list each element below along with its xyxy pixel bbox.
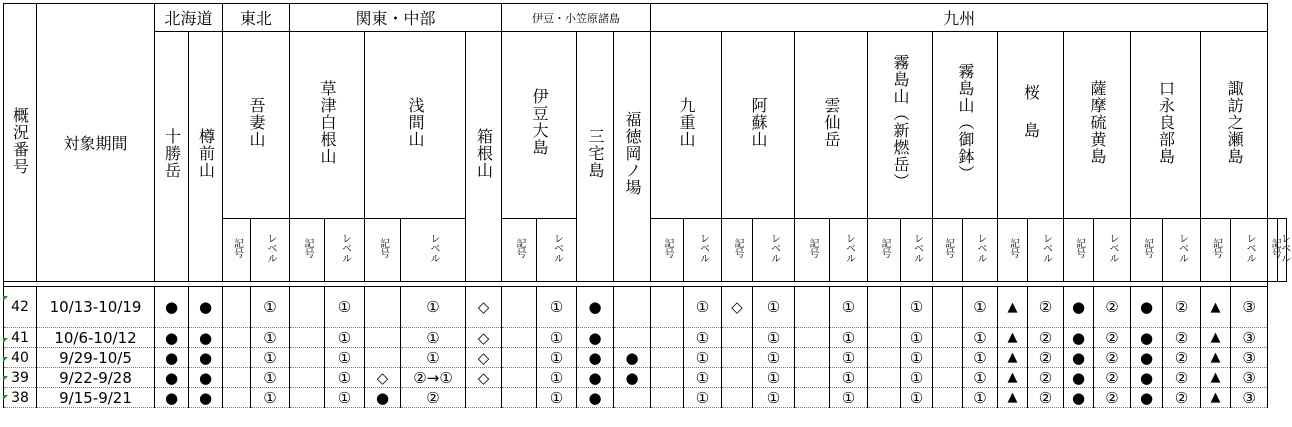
status-cell-ohachi-k[interactable] [933, 287, 963, 328]
row-id[interactable]: 39 [4, 368, 37, 388]
volcano-suwanose [1201, 32, 1268, 219]
subheader-level [1277, 219, 1290, 282]
subheader-kigou [795, 219, 830, 282]
row-id[interactable]: 41 [4, 328, 37, 348]
status-cell-aso-k[interactable] [722, 368, 753, 388]
status-cell-oshima-l[interactable]: ① [537, 287, 577, 328]
status-cell-tokachi[interactable]: ● [155, 328, 189, 348]
status-cell-tarumae[interactable]: ● [189, 287, 223, 328]
status-cell-satsuma-l[interactable]: ② [1094, 287, 1131, 328]
status-cell-kusatsu-l[interactable]: ① [325, 328, 365, 348]
status-cell-asama-l[interactable]: ① [401, 348, 466, 368]
cell-comment-marker [3, 296, 8, 301]
subheader-text: レベル [265, 233, 277, 263]
status-cell-ohachi-l[interactable]: ① [963, 388, 998, 408]
volcano-name-text: 福徳岡ノ場 [623, 111, 643, 196]
status-cell-asama-l[interactable]: ② [401, 388, 466, 408]
status-cell-oshima-l[interactable]: ① [537, 348, 577, 368]
volcano-name-text: 樽前山 [196, 128, 216, 179]
subheader-level [401, 219, 466, 282]
status-cell-kuchino-k[interactable]: ● [1131, 348, 1163, 368]
header-period-cell [37, 4, 155, 282]
status-cell-aso-k[interactable] [722, 348, 753, 368]
status-cell-satsuma-k[interactable]: ● [1064, 388, 1094, 408]
status-cell-kuchino-k[interactable]: ● [1131, 328, 1163, 348]
subheader-kigou [1064, 219, 1094, 282]
region-tohoku: 東北 [223, 4, 290, 32]
status-cell-miyake[interactable]: ● [577, 348, 614, 368]
subheader-kigou [365, 219, 401, 282]
status-cell-unzen-l[interactable]: ① [830, 328, 868, 348]
subheader-kigou [933, 219, 963, 282]
status-cell-ohachi-k[interactable] [933, 328, 963, 348]
volcano-aso [722, 32, 795, 219]
subheader-text: レベル [697, 233, 709, 263]
status-cell-shinmoe-k[interactable] [868, 388, 901, 408]
status-cell-shinmoe-k[interactable] [868, 368, 901, 388]
status-cell-azuma-k[interactable] [223, 287, 251, 328]
status-cell-azuma-l[interactable]: ① [251, 388, 290, 408]
table-row [4, 368, 1287, 388]
status-cell-kusatsu-k[interactable] [290, 348, 325, 368]
status-cell-kuju-l[interactable]: ① [684, 368, 722, 388]
status-cell-unzen-l[interactable]: ① [830, 368, 868, 388]
subheader-level [684, 219, 722, 282]
status-cell-sakura-k[interactable]: ▲ [998, 328, 1028, 348]
status-cell-sakura-l[interactable]: ② [1028, 368, 1064, 388]
volcano-ohachi [933, 32, 998, 219]
row-period[interactable]: 10/13-10/19 [37, 287, 155, 328]
status-cell-satsuma-k[interactable]: ● [1064, 328, 1094, 348]
status-cell-tarumae[interactable]: ● [189, 348, 223, 368]
status-cell-shinmoe-l[interactable]: ① [901, 287, 933, 328]
region-hokkaido: 北海道 [155, 4, 223, 32]
volcano-name-text: 九重山 [677, 96, 697, 148]
status-cell-tarumae[interactable]: ● [189, 328, 223, 348]
status-cell-kuju-l[interactable]: ① [684, 388, 722, 408]
status-cell-sakura-k[interactable]: ▲ [998, 368, 1028, 388]
status-cell-tokachi[interactable]: ● [155, 388, 189, 408]
status-cell-tarumae[interactable]: ● [189, 368, 223, 388]
status-cell-kuju-l[interactable]: ① [684, 348, 722, 368]
subheader-kigou [1131, 219, 1163, 282]
status-cell-hakone[interactable]: ◇ [466, 287, 502, 328]
volcano-name-text: 口永良部島 [1156, 79, 1176, 165]
subheader-text: レベル [843, 233, 855, 263]
volcano-tokachi [155, 32, 189, 282]
subheader-text: レベル [428, 233, 440, 263]
subheader-level [1163, 219, 1201, 282]
header-id-cell [4, 4, 37, 282]
subheader-kigou [998, 219, 1028, 282]
status-cell-ohachi-l[interactable]: ① [963, 348, 998, 368]
volcano-name-text: 霧島山（御鉢） [956, 62, 976, 182]
status-cell-suwanose-k[interactable]: ▲ [1201, 388, 1231, 408]
status-cell-kuchino-k[interactable]: ● [1131, 287, 1163, 328]
cell-comment-marker [3, 376, 8, 381]
status-cell-aso-l[interactable]: ① [753, 388, 795, 408]
subheader-level [1231, 219, 1268, 282]
header-period-label: 対象期間 [63, 134, 128, 153]
status-cell-oshima-l[interactable]: ① [537, 328, 577, 348]
table-row [4, 328, 1287, 348]
subheader-text: 記号 [1007, 238, 1019, 258]
volcano-kusatsu [290, 32, 365, 219]
status-cell-unzen-l[interactable]: ① [830, 388, 868, 408]
status-cell-fukutoku[interactable]: ● [614, 368, 651, 388]
status-cell-suwanose-k[interactable]: ▲ [1201, 348, 1231, 368]
table-row [4, 348, 1287, 368]
region-izu: 伊豆・小笠原諸島 [502, 4, 651, 32]
status-cell-kusatsu-k[interactable] [290, 328, 325, 348]
status-cell-kuchino-l[interactable]: ② [1163, 287, 1201, 328]
status-cell-shinmoe-k[interactable] [868, 348, 901, 368]
status-cell-hakone[interactable]: ◇ [466, 348, 502, 368]
volcano-satsuma [1064, 32, 1131, 219]
status-cell-kuju-k[interactable] [651, 348, 684, 368]
status-cell-satsuma-k[interactable]: ● [1064, 287, 1094, 328]
subheader-text: 記号 [1141, 238, 1153, 258]
status-cell-kusatsu-l[interactable]: ① [325, 368, 365, 388]
status-cell-kuchino-l[interactable]: ② [1163, 328, 1201, 348]
subheader-text: レベル [975, 233, 987, 263]
subheader-text: レベル [768, 233, 780, 263]
status-cell-oshima-k[interactable] [502, 287, 537, 328]
subheader-text: 記号 [1073, 238, 1085, 258]
status-cell-satsuma-l[interactable]: ② [1094, 348, 1131, 368]
subheader-level [537, 219, 577, 282]
status-cell-oshima-l[interactable]: ① [537, 368, 577, 388]
subheader-text: 記号 [807, 238, 819, 258]
status-cell-shinmoe-l[interactable]: ① [901, 348, 933, 368]
subheader-kigou [651, 219, 684, 282]
status-cell-unzen-k[interactable] [795, 388, 830, 408]
status-cell-tokachi[interactable]: ● [155, 348, 189, 368]
subheader-text: 記号 [514, 238, 526, 258]
status-cell-asama-k[interactable] [365, 328, 401, 348]
status-cell-kuju-k[interactable] [651, 328, 684, 348]
status-cell-azuma-l[interactable]: ① [251, 348, 290, 368]
status-cell-ohachi-l[interactable]: ① [963, 328, 998, 348]
status-cell-aso-l[interactable]: ① [753, 287, 795, 328]
status-cell-azuma-k[interactable] [223, 328, 251, 348]
status-cell-unzen-k[interactable] [795, 368, 830, 388]
status-cell-sakura-k[interactable]: ▲ [998, 287, 1028, 328]
status-cell-shinmoe-l[interactable]: ① [901, 368, 933, 388]
status-cell-azuma-l[interactable]: ① [251, 368, 290, 388]
subheader-text: 記号 [377, 238, 389, 258]
subheader-text: レベル [911, 233, 923, 263]
status-cell-kuju-k[interactable] [651, 368, 684, 388]
status-cell-satsuma-k[interactable]: ● [1064, 348, 1094, 368]
status-cell-asama-l[interactable]: ① [401, 287, 466, 328]
volcano-unzen [795, 32, 868, 219]
status-cell-sakura-l[interactable]: ② [1028, 328, 1064, 348]
subheader-level [251, 219, 290, 282]
volcano-name-text: 草津白根山 [318, 79, 338, 165]
status-cell-oshima-l[interactable]: ① [537, 388, 577, 408]
subheader-level [1094, 219, 1131, 282]
status-cell-ohachi-l[interactable]: ① [963, 287, 998, 328]
row-period[interactable]: 10/6-10/12 [37, 328, 155, 348]
status-cell-unzen-l[interactable]: ① [830, 348, 868, 368]
status-cell-aso-k[interactable] [722, 388, 753, 408]
status-cell-miyake[interactable]: ● [577, 368, 614, 388]
status-cell-kuchino-l[interactable]: ② [1163, 388, 1201, 408]
subheader-kigou [1201, 219, 1231, 282]
region-header-row [4, 4, 1287, 32]
subheader-text: 記号 [1269, 238, 1281, 258]
cell-comment-marker [3, 357, 8, 362]
volcano-name-text: 十勝岳 [162, 128, 182, 179]
subheader-kigou [722, 219, 753, 282]
subheader-level [325, 219, 365, 282]
status-cell-aso-l[interactable]: ① [753, 348, 795, 368]
status-cell-asama-l[interactable]: ②→① [401, 368, 466, 388]
subheader-text: レベル [551, 233, 563, 263]
status-cell-sakura-l[interactable]: ② [1028, 388, 1064, 408]
subheader-text: レベル [1244, 233, 1256, 263]
status-cell-sakura-l[interactable]: ② [1028, 287, 1064, 328]
subheader-text: レベル [1278, 233, 1290, 263]
subheader-text: レベル [1176, 233, 1188, 263]
status-cell-ohachi-k[interactable] [933, 348, 963, 368]
subheader-text: 記号 [302, 238, 314, 258]
status-cell-satsuma-l[interactable]: ② [1094, 388, 1131, 408]
status-cell-kusatsu-l[interactable]: ① [325, 348, 365, 368]
status-cell-asama-k[interactable] [365, 348, 401, 368]
volcano-fukutoku [614, 32, 651, 282]
volcano-asama [365, 32, 466, 219]
volcano-status-table [3, 3, 1290, 408]
volcano-sakura [998, 32, 1064, 219]
status-cell-suwanose-l[interactable]: ③ [1231, 348, 1268, 368]
volcano-azuma [223, 32, 290, 219]
subheader-text: 記号 [879, 238, 891, 258]
region-kyushu: 九州 [651, 4, 1268, 32]
status-cell-tokachi[interactable]: ● [155, 287, 189, 328]
status-cell-unzen-k[interactable] [795, 287, 830, 328]
subheader-text: レベル [339, 233, 351, 263]
status-cell-kuju-l[interactable]: ① [684, 328, 722, 348]
subheader-kigou [502, 219, 537, 282]
status-cell-kusatsu-l[interactable]: ① [325, 287, 365, 328]
status-cell-azuma-k[interactable] [223, 368, 251, 388]
status-cell-kusatsu-l[interactable]: ① [325, 388, 365, 408]
status-cell-hakone[interactable] [466, 388, 502, 408]
row-id[interactable]: 42 [4, 287, 37, 328]
status-cell-kuchino-l[interactable]: ② [1163, 368, 1201, 388]
volcano-miyake [577, 32, 614, 282]
status-cell-miyake[interactable]: ● [577, 287, 614, 328]
volcano-shinmoe [868, 32, 933, 219]
status-cell-unzen-l[interactable]: ① [830, 287, 868, 328]
status-cell-satsuma-k[interactable]: ● [1064, 368, 1094, 388]
volcano-name-text: 雲仙岳 [822, 96, 842, 148]
status-cell-asama-k[interactable]: ● [365, 388, 401, 408]
status-cell-shinmoe-l[interactable]: ① [901, 388, 933, 408]
volcano-name-text: 伊豆大島 [530, 88, 550, 156]
status-cell-miyake[interactable]: ● [577, 328, 614, 348]
volcano-name-row [4, 32, 1287, 219]
status-cell-sakura-l[interactable]: ② [1028, 348, 1064, 368]
volcano-name-text: 三宅島 [586, 128, 606, 179]
status-cell-sakura-k[interactable]: ▲ [998, 388, 1028, 408]
status-cell-satsuma-l[interactable]: ② [1094, 328, 1131, 348]
status-cell-shinmoe-k[interactable] [868, 328, 901, 348]
status-cell-ohachi-k[interactable] [933, 388, 963, 408]
subheader-text: 記号 [942, 238, 954, 258]
status-cell-hakone[interactable]: ◇ [466, 328, 502, 348]
status-cell-kuchino-k[interactable]: ● [1131, 368, 1163, 388]
table-row [4, 388, 1287, 408]
subheader-kigou [868, 219, 901, 282]
subheader-level [1028, 219, 1064, 282]
volcano-name-text: 吾妻山 [247, 96, 267, 148]
subheader-kigou [290, 219, 325, 282]
volcano-name-text: 諏訪之瀬島 [1225, 79, 1245, 165]
volcano-name-text: 阿蘇山 [749, 96, 769, 148]
status-cell-suwanose-l[interactable]: ③ [1231, 368, 1268, 388]
subheader-text: レベル [1107, 233, 1119, 263]
subheader-text: 記号 [732, 238, 744, 258]
volcano-kuchino [1131, 32, 1201, 219]
volcano-name-text: 桜島 [1021, 84, 1041, 160]
status-cell-kuchino-k[interactable]: ● [1131, 388, 1163, 408]
region-kanto: 関東・中部 [290, 4, 502, 32]
status-cell-asama-k[interactable]: ◇ [365, 368, 401, 388]
status-cell-tokachi[interactable]: ● [155, 368, 189, 388]
status-cell-azuma-k[interactable] [223, 348, 251, 368]
subheader-level [901, 219, 933, 282]
header-id-label: 概況番号 [10, 106, 30, 175]
status-cell-suwanose-k[interactable]: ▲ [1201, 368, 1231, 388]
volcano-izuoshima [502, 32, 577, 219]
status-cell-oshima-k[interactable] [502, 328, 537, 348]
status-cell-suwanose-l[interactable]: ③ [1231, 328, 1268, 348]
volcano-name-text: 霧島山（新燃岳） [891, 54, 911, 190]
status-cell-satsuma-l[interactable]: ② [1094, 368, 1131, 388]
status-cell-aso-l[interactable]: ① [753, 368, 795, 388]
status-cell-shinmoe-k[interactable] [868, 287, 901, 328]
status-cell-fukutoku[interactable]: ● [614, 348, 651, 368]
status-cell-aso-l[interactable]: ① [753, 328, 795, 348]
status-cell-suwanose-l[interactable]: ③ [1231, 388, 1268, 408]
status-cell-fukutoku[interactable] [614, 328, 651, 348]
volcano-name-text: 箱根山 [474, 128, 494, 179]
status-cell-kusatsu-k[interactable] [290, 388, 325, 408]
subheader-level [963, 219, 998, 282]
cell-comment-marker [3, 338, 8, 343]
row-period[interactable]: 9/29-10/5 [37, 348, 155, 368]
subheader-text: 記号 [662, 238, 674, 258]
status-cell-asama-l[interactable]: ① [401, 328, 466, 348]
volcano-hakone [466, 32, 502, 282]
subheader-kigou [223, 219, 251, 282]
status-cell-miyake[interactable]: ● [577, 388, 614, 408]
status-cell-aso-k[interactable]: ◇ [722, 287, 753, 328]
status-cell-tarumae[interactable]: ● [189, 388, 223, 408]
status-cell-kusatsu-k[interactable] [290, 368, 325, 388]
status-cell-ohachi-l[interactable]: ① [963, 368, 998, 388]
subheader-text: 記号 [231, 238, 243, 258]
row-period[interactable]: 9/22-9/28 [37, 368, 155, 388]
row-id[interactable]: 38 [4, 388, 37, 408]
table-row [4, 287, 1287, 328]
status-cell-kuchino-l[interactable]: ② [1163, 348, 1201, 368]
status-cell-fukutoku[interactable] [614, 388, 651, 408]
status-cell-unzen-k[interactable] [795, 348, 830, 368]
status-cell-fukutoku[interactable] [614, 287, 651, 328]
cell-comment-marker [3, 395, 8, 400]
status-cell-kuju-k[interactable] [651, 287, 684, 328]
status-cell-oshima-k[interactable] [502, 388, 537, 408]
row-period[interactable]: 9/15-9/21 [37, 388, 155, 408]
subheader-text: レベル [1040, 233, 1052, 263]
status-cell-kusatsu-k[interactable] [290, 287, 325, 328]
volcano-kuju [651, 32, 722, 219]
data-rows [4, 287, 1287, 408]
status-cell-azuma-l[interactable]: ① [251, 328, 290, 348]
status-cell-suwanose-l[interactable]: ③ [1231, 287, 1268, 328]
status-cell-azuma-l[interactable]: ① [251, 287, 290, 328]
subheader-kigou [1268, 219, 1281, 282]
status-cell-unzen-k[interactable] [795, 328, 830, 348]
volcano-name-text: 浅間山 [406, 96, 426, 148]
status-cell-ohachi-k[interactable] [933, 368, 963, 388]
status-cell-hakone[interactable]: ◇ [466, 368, 502, 388]
status-cell-oshima-k[interactable] [502, 348, 537, 368]
subheader-level [830, 219, 868, 282]
subheader-level [753, 219, 795, 282]
status-cell-asama-k[interactable] [365, 287, 401, 328]
status-cell-kuju-k[interactable] [651, 388, 684, 408]
subheader-text: 記号 [1210, 238, 1222, 258]
status-cell-azuma-k[interactable] [223, 388, 251, 408]
status-cell-suwanose-k[interactable]: ▲ [1201, 287, 1231, 328]
volcano-name-text: 薩摩硫黄島 [1088, 79, 1108, 165]
row-id[interactable]: 40 [4, 348, 37, 368]
status-cell-shinmoe-l[interactable]: ① [901, 328, 933, 348]
status-cell-oshima-k[interactable] [502, 368, 537, 388]
volcano-tarumae [189, 32, 223, 282]
status-cell-aso-k[interactable] [722, 328, 753, 348]
status-cell-sakura-k[interactable]: ▲ [998, 348, 1028, 368]
status-cell-kuju-l[interactable]: ① [684, 287, 722, 328]
status-cell-suwanose-k[interactable]: ▲ [1201, 328, 1231, 348]
